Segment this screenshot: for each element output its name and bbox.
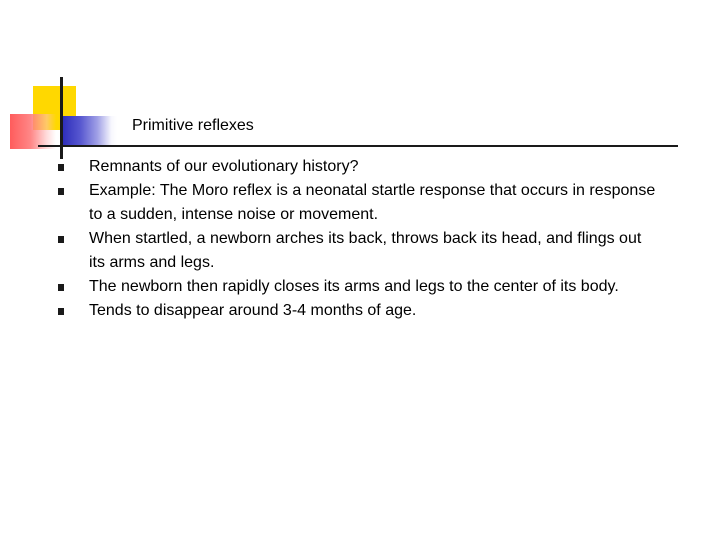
horizontal-rule [38, 145, 678, 147]
blue-gradient-decoration [61, 116, 117, 146]
bullet-item [0, 299, 659, 323]
bullet-text: When startled, a newborn arches its back, throws back its head, and flings out its arms and legs. [89, 230, 642, 271]
square-bullet-icon [58, 188, 64, 195]
bullet-text: Remnants of our evolutionary history? [89, 158, 359, 175]
square-bullet-icon [58, 308, 64, 315]
bullet-item [0, 179, 659, 227]
bullet-text: The newborn then rapidly closes its arms and legs to the center of its body. [89, 278, 619, 295]
bullet-item [0, 227, 659, 275]
square-bullet-icon [58, 284, 64, 291]
bullet-item [0, 275, 659, 299]
square-bullet-icon [58, 236, 64, 243]
square-bullet-icon [58, 164, 64, 171]
red-rectangle-decoration [10, 114, 56, 149]
bullet-text: Tends to disappear around 3-4 months of age. [89, 302, 417, 319]
bullet-item [0, 155, 659, 179]
bullet-list [0, 155, 720, 323]
slide-title: Primitive reflexes [132, 117, 254, 134]
bullet-text: Example: The Moro reflex is a neonatal startle response that occurs in response to a sudden, intense noise or movement. [89, 182, 656, 223]
